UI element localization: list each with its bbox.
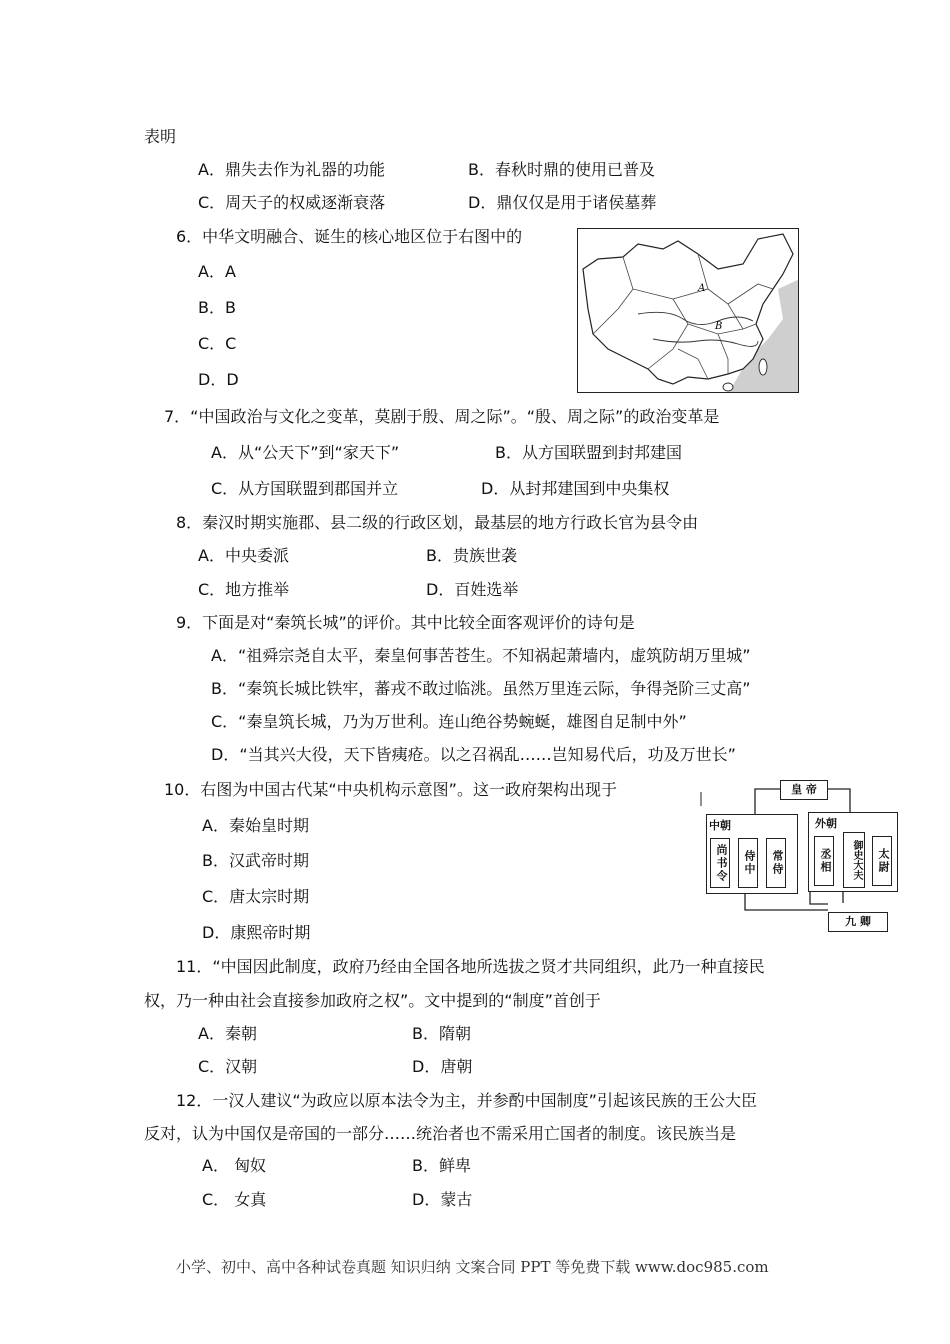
q8-option-b: B．贵族世袭	[426, 546, 517, 565]
outer-item-chengxiang: 丞相	[814, 836, 834, 886]
q11-option-b: B．隋朝	[412, 1024, 471, 1043]
q7-option-c: C．从方国联盟到郡国并立	[211, 479, 399, 498]
q9-option-d: D．“当其兴大役，天下皆痍疮。以之召祸乱……岂知易代后，功及万世长”	[211, 745, 736, 764]
q11-stem-line2: 权，乃一种由社会直接参加政府之权”。文中提到的“制度”首创于	[144, 991, 601, 1010]
q10-option-d: D．康熙帝时期	[202, 923, 311, 942]
q12-stem-line1: 12．一汉人建议“为政应以原本法令为主，并参酌中国制度”引起该民族的王公大臣	[176, 1091, 757, 1110]
q6-option-a: A．A	[198, 262, 236, 281]
q5-option-a: A．鼎失去作为礼器的功能	[198, 160, 385, 179]
q5-option-c: C．周天子的权威逐渐衰落	[198, 193, 386, 212]
q7-option-b: B．从方国联盟到封邦建国	[495, 443, 682, 462]
q11-stem-line1: 11．“中国因此制度，政府乃经由全国各地所选拔之贤才共同组织，此乃一种直接民	[176, 957, 765, 976]
china-map-drawing	[578, 229, 799, 393]
q7-option-d: D．从封邦建国到中央集权	[481, 479, 670, 498]
central-government-diagram	[700, 780, 900, 940]
q7-option-a: A．从“公天下”到“家天下”	[211, 443, 400, 462]
map-label-a: A	[698, 283, 706, 294]
q6-option-c: C．C	[198, 334, 237, 353]
q12-option-b: B．鲜卑	[412, 1156, 471, 1175]
q8-stem: 8．秦汉时期实施郡、县二级的行政区划，最基层的地方行政长官为县令由	[176, 513, 699, 532]
q10-option-b: B．汉武帝时期	[202, 851, 309, 870]
inner-item-changshi: 常侍	[766, 838, 786, 888]
q6-stem: 6．中华文明融合、诞生的核心地区位于右图中的	[176, 227, 523, 246]
q5-option-d: D．鼎仅仅是用于诸侯墓葬	[468, 193, 657, 212]
q12-stem-line2: 反对，认为中国仅是帝国的一部分……统治者也不需采用亡国者的制度。该民族当是	[144, 1124, 737, 1143]
nine-ministers-box: 九 卿	[828, 912, 888, 932]
q12-option-a: A． 匈奴	[202, 1156, 267, 1175]
q12-option-d: D．蒙古	[412, 1190, 473, 1209]
inner-item-shangshuling: 尚书令	[710, 838, 730, 888]
q12-option-c: C． 女真	[202, 1190, 267, 1209]
outer-item-taiwei: 太尉	[872, 836, 892, 886]
q8-option-a: A．中央委派	[198, 546, 289, 565]
inner-court-label: 中朝	[709, 819, 731, 832]
q9-stem: 9．下面是对“秦筑长城”的评价。其中比较全面客观评价的诗句是	[176, 613, 635, 632]
q6-option-b: B．B	[198, 298, 236, 317]
footer-ad-text: 小学、初中、高中各种试卷真题 知识归纳 文案合同 PPT 等免费下载 www.doc985.com	[176, 1258, 769, 1276]
outer-court-label: 外朝	[815, 817, 837, 830]
emperor-box: 皇 帝	[780, 780, 828, 800]
q9-option-c: C．“秦皇筑长城，乃为万世利。连山绝谷势蜿蜒，雄图自足制中外”	[211, 712, 687, 731]
q7-stem: 7．“中国政治与文化之变革，莫剧于殷、周之际”。“殷、周之际”的政治变革是	[164, 407, 720, 426]
q9-option-a: A．“祖舜宗尧自太平，秦皇何事苦苍生。不知祸起萧墙内，虚筑防胡万里城”	[211, 646, 751, 665]
q10-stem: 10．右图为中国古代某“中央机构示意图”。这一政府架构出现于	[164, 780, 617, 799]
q5-stem-tail: 表明	[144, 127, 177, 146]
q8-option-c: C．地方推举	[198, 580, 290, 599]
map-label-b: B	[715, 321, 723, 332]
q11-option-c: C．汉朝	[198, 1057, 258, 1076]
q10-option-a: A．秦始皇时期	[202, 816, 309, 835]
q11-option-a: A．秦朝	[198, 1024, 257, 1043]
outer-item-yushidafu: 御史大夫	[843, 832, 865, 888]
china-map-figure	[577, 228, 799, 393]
q10-option-c: C．唐太宗时期	[202, 887, 310, 906]
q11-option-d: D．唐朝	[412, 1057, 473, 1076]
inner-item-shizhong: 侍中	[738, 838, 758, 888]
q5-option-b: B．春秋时鼎的使用已普及	[468, 160, 655, 179]
q9-option-b: B．“秦筑长城比铁牢，蕃戎不敢过临洮。虽然万里连云际，争得尧阶三丈高”	[211, 679, 751, 698]
q6-option-d: D．D	[198, 370, 239, 389]
q8-option-d: D．百姓选举	[426, 580, 519, 599]
